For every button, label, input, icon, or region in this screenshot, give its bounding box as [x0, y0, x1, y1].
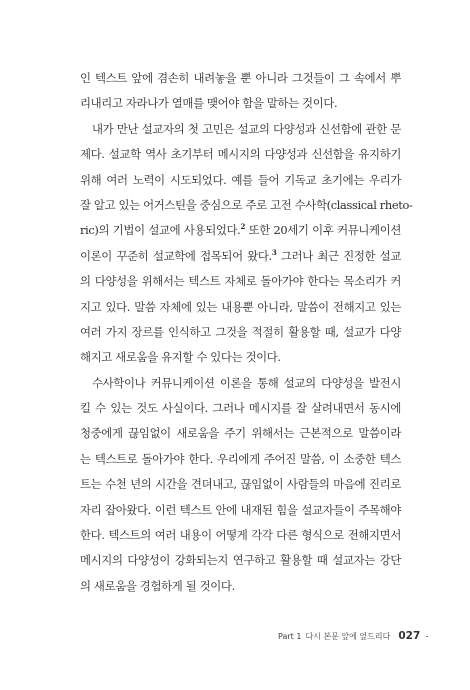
footer-part-label: Part 1: [278, 631, 302, 641]
text-line: 메시지의 다양성이 강화되는지 연구하고 활용할 때 설교자는 강단: [80, 553, 401, 568]
text-segment: 이론이 꾸준히 설교학에 접목되어 왔다.: [80, 248, 272, 263]
text-line: 한다. 텍스트의 여러 내용이 어떻게 각각 다른 형식으로 전해지면서: [80, 528, 401, 543]
footer-rule: [426, 636, 428, 637]
text-line: [80, 244, 401, 269]
text-line: 킬 수 있는 것도 사실이다. 그러나 메시지를 잘 살려내면서 동시에: [80, 401, 401, 416]
text-line: 자리 잡아왔다. 이런 텍스트 안에 내재된 힘을 설교자들이 주목해야: [80, 502, 401, 517]
text-line: 제다. 설교학 역사 초기부터 메시지의 다양성과 신선함을 유지하기: [80, 147, 401, 162]
text-line: [80, 218, 401, 243]
text-line: 여러 가지 장르를 인식하고 그것을 적절히 활용할 때, 설교가 다양: [80, 324, 401, 339]
text-line: 는 텍스트로 돌아가야 한다. 우리에게 주어진 말씀, 이 소중한 텍스: [80, 451, 401, 466]
footnote-ref[interactable]: 3: [271, 247, 277, 257]
text-line: 리내리고 자라나가 열매를 맺어야 함을 말하는 것이다.: [80, 96, 338, 111]
page-number: 027: [398, 630, 421, 642]
text-line: 의 새로움을 경험하게 될 것이다.: [80, 578, 235, 593]
text-line: 의 다양성을 위해서는 텍스트 자체로 돌아가야 한다는 목소리가 커: [80, 274, 401, 289]
paragraph-start: 수사학이나 커뮤니케이션 이론을 통해 설교의 다양성을 발전시: [92, 375, 401, 390]
text-segment: 또한 20세기 이후 커뮤니케이션: [244, 223, 402, 238]
page-footer: [278, 630, 428, 642]
text-segment: ric)의 기법이 설교에 사용되었다.: [80, 223, 241, 238]
footer-chapter-title: 다시 본문 앞에 엎드리다: [305, 631, 391, 641]
text-line: 해지고 새로움을 유지할 수 있다는 것이다.: [80, 350, 281, 365]
text-line: 인 텍스트 앞에 겸손히 내려놓을 뿐 아니라 그것들이 그 속에서 뿌: [80, 71, 401, 85]
text-segment: 그러나 최근 진정한 설교: [276, 248, 401, 263]
text-line: 지고 있다. 말씀 자체에 있는 내용뿐 아니라, 말씀이 전해지고 있는: [80, 299, 401, 314]
text-line: 위해 여러 노력이 시도되었다. 예를 들어 기독교 초기에는 우리가: [80, 172, 401, 187]
body-text: [80, 66, 413, 599]
text-line: 트는 수천 년의 시간을 견뎌내고, 끊임없이 사람들의 마음에 진리로: [80, 477, 401, 492]
text-line: 청중에게 끊임없이 새로움을 주기 위해서는 근본적으로 말씀이라: [80, 426, 401, 441]
paragraph-start: 내가 만난 설교자의 첫 고민은 설교의 다양성과 신선함에 관한 문: [92, 121, 401, 136]
footnote-ref[interactable]: 2: [240, 222, 245, 232]
text-line: 잘 알고 있는 어거스틴을 중심으로 주로 고전 수사학(classical rheto-: [80, 197, 413, 212]
